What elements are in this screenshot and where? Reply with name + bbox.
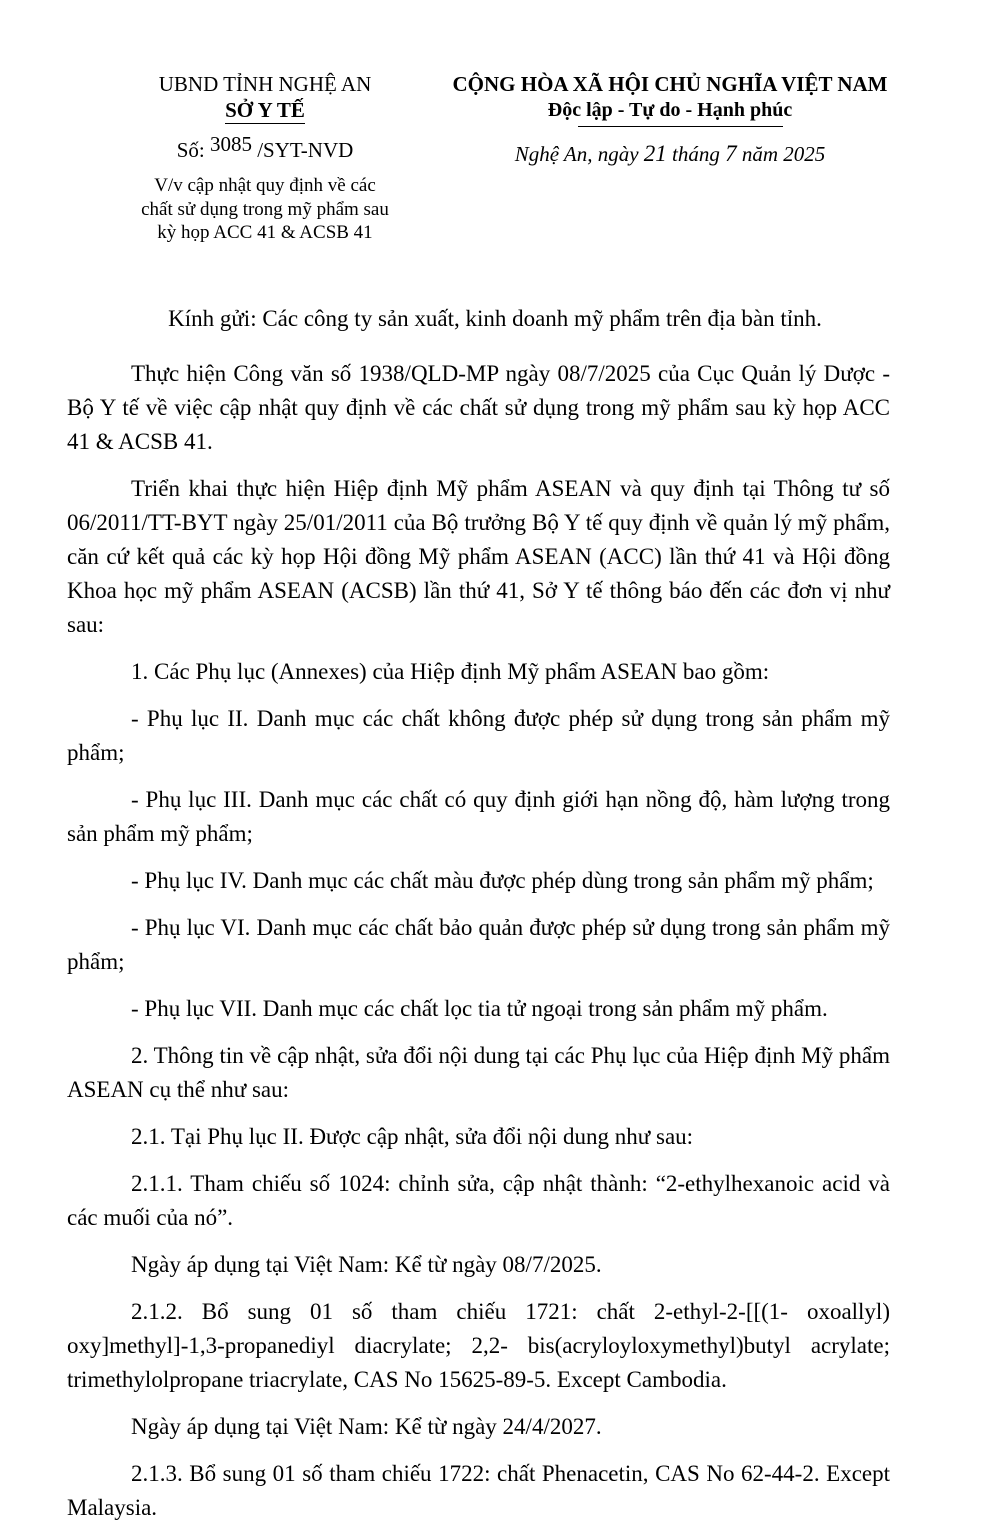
annex-list-item: - Phụ lục VII. Danh mục các chất lọc tia tử ngoại trong sản phẩm mỹ phẩm. (131, 996, 828, 1021)
national-motto: Độc lập - Tự do - Hạnh phúc (547, 99, 793, 121)
date-day: 21 (643, 141, 667, 166)
subject-line: chất sử dụng trong mỹ phẩm sau (141, 198, 389, 220)
subject-line: kỳ họp ACC 41 & ACSB 41 (157, 222, 373, 244)
effective-date: Ngày áp dụng tại Việt Nam: Kể từ ngày 24/4/2027. (131, 1414, 602, 1439)
annex-list-item: - Phụ lục VI. Danh mục các chất bảo quản được phép sử dụng trong sản phẩm mỹ phẩm; (67, 915, 890, 974)
body-paragraph: 1. Các Phụ lục (Annexes) của Hiệp định Mỹ phẩm ASEAN bao gồm: (131, 659, 770, 684)
annex-list-item: - Phụ lục III. Danh mục các chất có quy định giới hạn nồng độ, hàm lượng trong sản phẩm mỹ phẩm; (67, 787, 890, 846)
section-heading: 2.1. Tại Phụ lục II. Được cập nhật, sửa đổi nội dung như sau: (131, 1124, 694, 1149)
date-place: Nghệ An, ngày (514, 142, 639, 166)
subject-line: V/v cập nhật quy định về các (154, 175, 376, 196)
date-month-label: tháng (672, 142, 720, 166)
body-paragraph: 2.1.1. Tham chiếu số 1024: chỉnh sửa, cập nhật thành: “2-ethylhexanoic acid và các muối của nó”. (67, 1171, 890, 1230)
document-subject (60, 174, 470, 245)
department-name: SỞ Y TẾ (225, 98, 305, 122)
body-paragraph: Triển khai thực hiện Hiệp định Mỹ phẩm ASEAN và quy định tại Thông tư số 06/2011/TT-BYT ngày 25/01/2011 của Bộ trưởng Bộ Y tế quy định về quản lý mỹ phẩm, căn cứ kết quả các kỳ họp Hội đồng Mỹ phẩm ASEAN (ACC) lần thứ 41 và Hội đồng Khoa học mỹ phẩm ASEAN (ACSB) lần thứ 41, Sở Y tế thông báo đến các đơn vị như sau: (67, 476, 890, 637)
number-suffix: /SYT-NVD (257, 138, 354, 162)
issuing-authority: UBND TỈNH NGHỆ AN (158, 72, 372, 96)
issuing-department (60, 100, 470, 121)
document-body (67, 357, 890, 1538)
document-number (60, 132, 470, 162)
document-header (0, 70, 993, 250)
number-value: 3085 (209, 132, 252, 156)
national-title: CỘNG HÒA XÃ HỘI CHỦ NGHĨA VIỆT NAM (452, 72, 888, 96)
annex-list-item: - Phụ lục II. Danh mục các chất không được phép sử dụng trong sản phẩm mỹ phẩm; (67, 706, 890, 765)
annex-list-item: - Phụ lục IV. Danh mục các chất màu được phép dùng trong sản phẩm mỹ phẩm; (131, 868, 874, 893)
recipient-line: Kính gửi: Các công ty sản xuất, kinh doanh mỹ phẩm trên địa bàn tỉnh. (168, 306, 822, 331)
date-month: 7 (725, 141, 737, 166)
body-paragraph: 2.1.3. Bổ sung 01 số tham chiếu 1722: chất Phenacetin, CAS No 62-44-2. Except Malaysia. (67, 1461, 890, 1520)
number-prefix: Số: (176, 138, 205, 162)
date-year: năm 2025 (741, 142, 826, 166)
body-paragraph: 2. Thông tin về cập nhật, sửa đổi nội dung tại các Phụ lục của Hiệp định Mỹ phẩm ASEAN cụ thể như sau: (67, 1043, 890, 1102)
place-date (410, 141, 930, 167)
body-paragraph: 2.1.2. Bổ sung 01 số tham chiếu 1721: chất 2-ethyl-2-[[(1- oxoallyl) oxy]methyl]-1,3-propanediyl diacrylate; 2,2- bis(acryloyloxymethyl)butyl acrylate; trimethylolpropane triacrylate, CAS No 15625-89-5. Except Cambodia. (67, 1299, 890, 1392)
effective-date: Ngày áp dụng tại Việt Nam: Kể từ ngày 08/7/2025. (131, 1252, 602, 1277)
body-paragraph: Thực hiện Công văn số 1938/QLD-MP ngày 08/7/2025 của Cục Quản lý Dược - Bộ Y tế về việc cập nhật quy định về các chất sử dụng trong mỹ phẩm sau kỳ họp ACC 41 & ACSB 41. (67, 361, 890, 454)
motto-underline (578, 126, 783, 127)
